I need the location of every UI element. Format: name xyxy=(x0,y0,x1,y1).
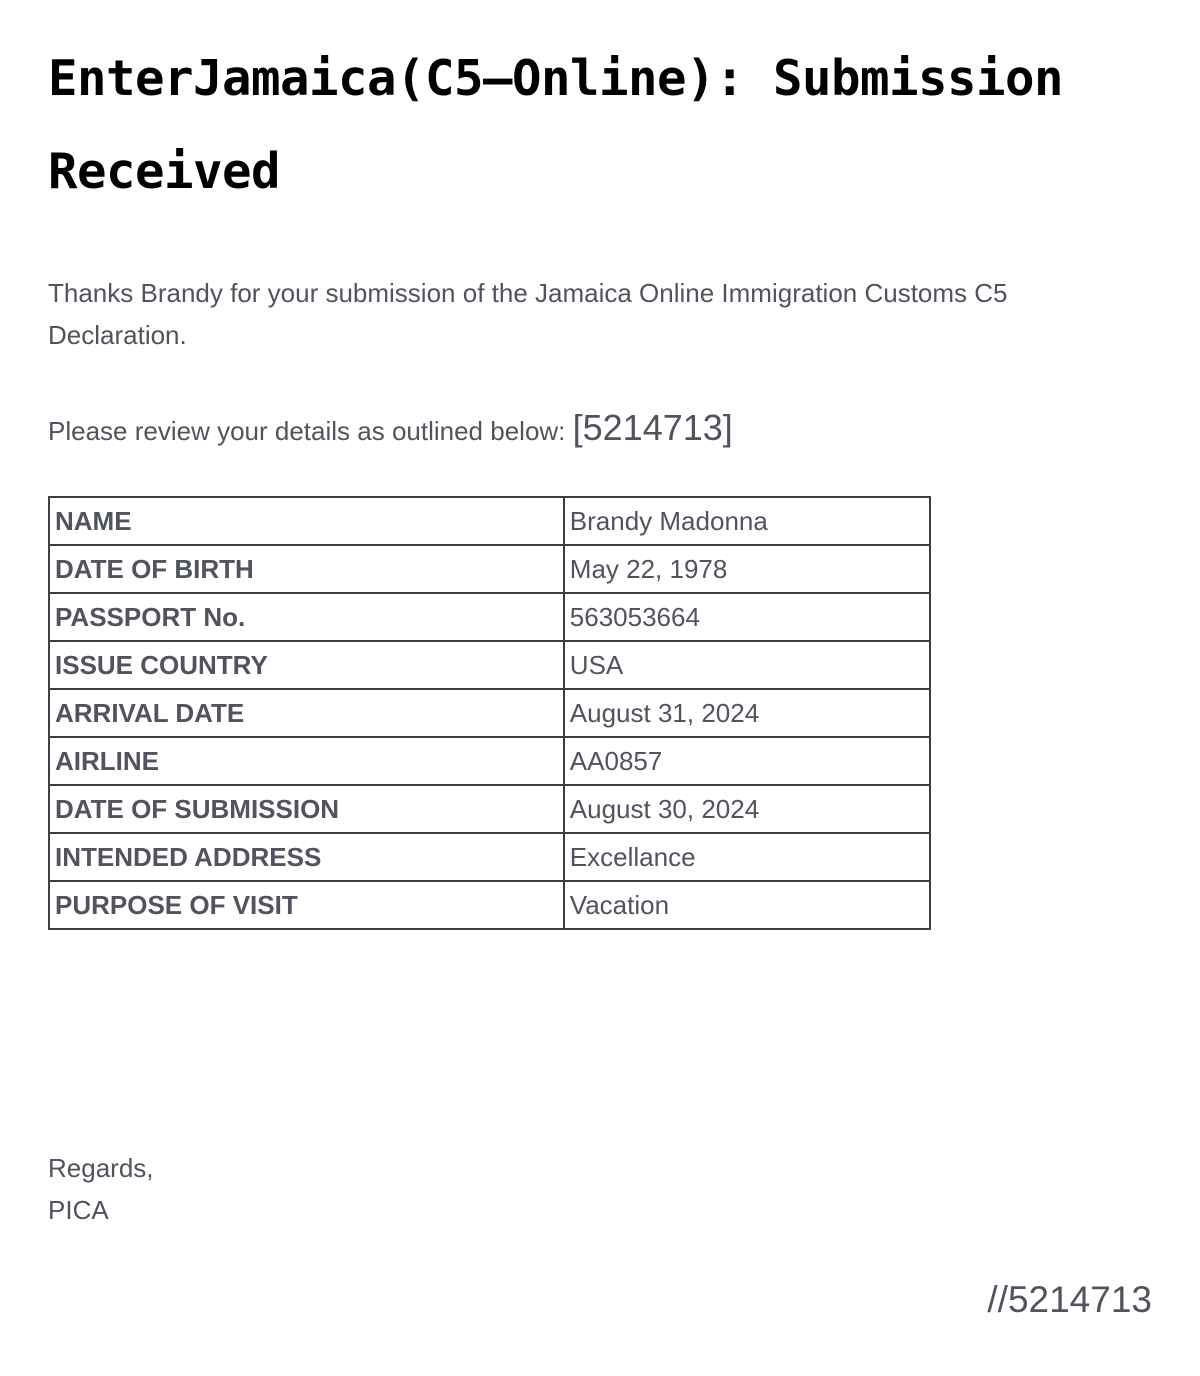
signature-text: PICA xyxy=(48,1195,109,1225)
table-row xyxy=(49,689,930,737)
row-label: DATE OF BIRTH xyxy=(49,545,564,593)
row-label: INTENDED ADDRESS xyxy=(49,833,564,881)
review-line xyxy=(48,400,733,459)
row-value: Excellance xyxy=(564,833,930,881)
table-row xyxy=(49,881,930,929)
row-value: USA xyxy=(564,641,930,689)
row-label: ARRIVAL DATE xyxy=(49,689,564,737)
row-value: Vacation xyxy=(564,881,930,929)
row-label: AIRLINE xyxy=(49,737,564,785)
row-value: August 30, 2024 xyxy=(564,785,930,833)
row-label: PASSPORT No. xyxy=(49,593,564,641)
row-label: PURPOSE OF VISIT xyxy=(49,881,564,929)
table-row xyxy=(49,737,930,785)
closing-text: Regards, xyxy=(48,1153,154,1183)
review-prefix: Please review your details as outlined below: xyxy=(48,416,573,446)
intro-text: Thanks Brandy for your submission of the Jamaica Online Immigration Customs C5 Declaration. xyxy=(48,278,1008,350)
row-value: 563053664 xyxy=(564,593,930,641)
row-value: May 22, 1978 xyxy=(564,545,930,593)
reference-number: [5214713] xyxy=(572,407,733,448)
details-table xyxy=(48,496,931,930)
footer-reference: //5214713 xyxy=(987,1279,1152,1320)
row-label: DATE OF SUBMISSION xyxy=(49,785,564,833)
row-value: August 31, 2024 xyxy=(564,689,930,737)
table-row xyxy=(49,641,930,689)
table-row xyxy=(49,785,930,833)
table-row xyxy=(49,545,930,593)
closing-block xyxy=(48,1147,154,1231)
table-row xyxy=(49,593,930,641)
page-title: EnterJamaica(C5–Online): Submission Received xyxy=(48,50,1064,200)
row-label: ISSUE COUNTRY xyxy=(49,641,564,689)
table-row xyxy=(49,833,930,881)
row-value: Brandy Madonna xyxy=(564,497,930,545)
table-row xyxy=(49,497,930,545)
row-label: NAME xyxy=(49,497,564,545)
row-value: AA0857 xyxy=(564,737,930,785)
